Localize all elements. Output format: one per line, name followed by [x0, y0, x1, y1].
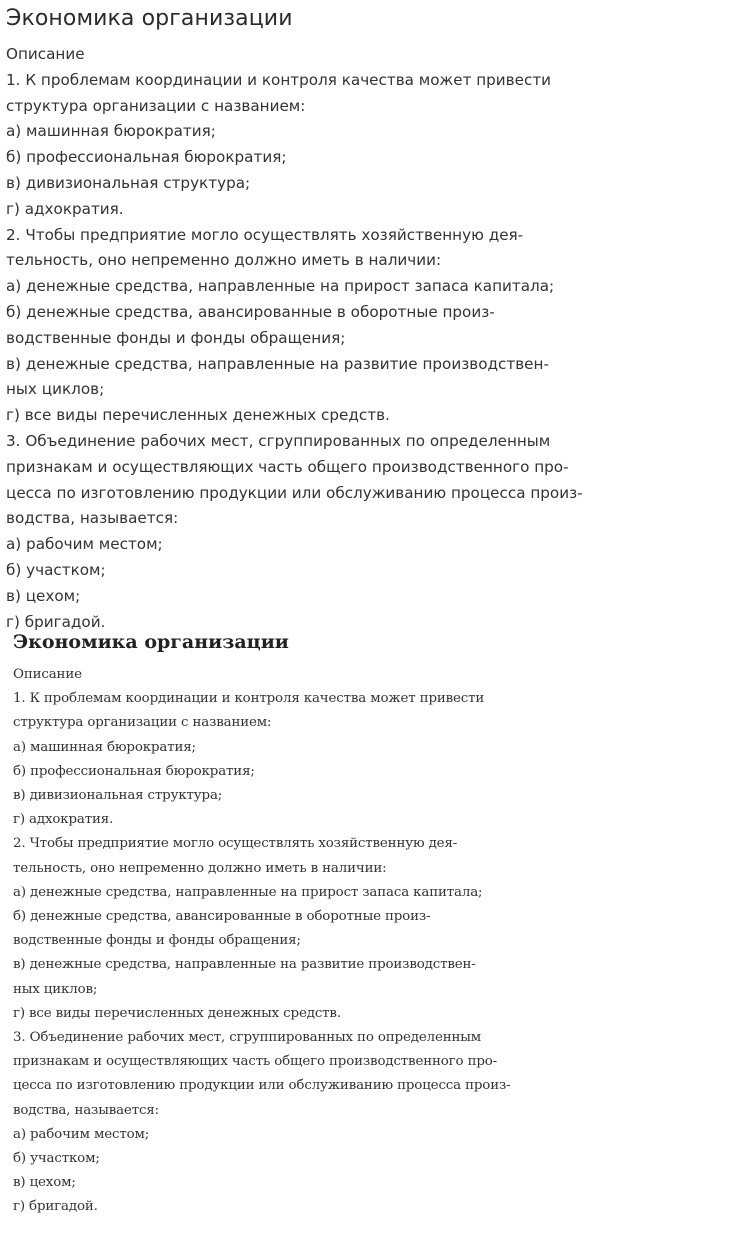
question-2-option-b-cont: водственные фонды и фонды обращения; [13, 933, 301, 949]
question-3-option-v: в) цехом; [6, 586, 81, 605]
question-1-option-b: б) профессиональная бюрократия; [6, 148, 287, 167]
question-1-option-g: г) адхократия. [13, 812, 114, 828]
document-serif-version [13, 628, 743, 1220]
question-1-text-cont: структура организации с названием: [6, 96, 306, 115]
question-2-option-v-cont: ных циклов; [13, 981, 98, 997]
question-2-option-b: б) денежные средства, авансированные в оборотные произ- [13, 909, 431, 925]
question-3-option-a: а) рабочим местом; [13, 1126, 150, 1142]
question-2-option-g: г) все виды перечисленных денежных средств. [13, 1005, 341, 1021]
question-3-text-cont-1: признакам и осуществляющих часть общего производственного про- [13, 1054, 498, 1070]
question-1-option-a: а) машинная бюрократия; [13, 739, 196, 755]
question-3-text-cont-1: признакам и осуществляющих часть общего производственного про- [6, 457, 569, 476]
question-3-text-cont-3: водства, называется: [13, 1102, 159, 1118]
question-2-option-a: а) денежные средства, направленные на прирост запаса капитала; [13, 884, 483, 900]
description-label: Описание [6, 45, 85, 63]
document-sans-version [6, 4, 746, 635]
question-1-option-v: в) дивизиональная структура; [6, 173, 251, 192]
question-2-text-cont: тельность, оно непременно должно иметь в наличии: [13, 860, 387, 876]
question-3-option-b: б) участком; [13, 1151, 100, 1167]
question-2-option-v: в) денежные средства, направленные на развитие производствен- [13, 957, 476, 973]
question-3-option-b: б) участком; [6, 560, 106, 579]
question-1-option-a: а) машинная бюрократия; [6, 122, 216, 141]
question-1-text: 1. К проблемам координации и контроля качества может привести [6, 70, 552, 89]
document-title: Экономика организации [13, 631, 289, 653]
question-2-text-cont: тельность, оно непременно должно иметь в наличии: [6, 251, 442, 270]
question-3-text-cont-3: водства, называется: [6, 509, 179, 528]
question-2-text: 2. Чтобы предприятие могло осуществлять хозяйственную дея- [6, 225, 524, 244]
question-2-option-a: а) денежные средства, направленные на прирост запаса капитала; [6, 277, 555, 296]
question-2-text: 2. Чтобы предприятие могло осуществлять хозяйственную дея- [13, 836, 458, 852]
question-3-text: 3. Объединение рабочих мест, сгруппированных по определенным [6, 431, 551, 450]
question-1-text: 1. К проблемам координации и контроля качества может привести [13, 691, 485, 707]
question-1-text-cont: структура организации с названием: [13, 715, 272, 731]
question-2-option-g: г) все виды перечисленных денежных средств. [6, 406, 390, 425]
question-3-text-cont-2: цесса по изготовлению продукции или обслуживанию процесса произ- [13, 1078, 511, 1094]
question-1-option-v: в) дивизиональная структура; [13, 788, 223, 804]
question-3-text-cont-2: цесса по изготовлению продукции или обслуживанию процесса произ- [6, 483, 583, 502]
document-title: Экономика организации [6, 6, 293, 31]
question-2-option-v-cont: ных циклов; [6, 380, 105, 399]
question-3-option-g: г) бригадой. [6, 612, 106, 631]
question-3-option-g: г) бригадой. [13, 1199, 98, 1215]
question-1-option-g: г) адхократия. [6, 199, 124, 218]
question-3-text: 3. Объединение рабочих мест, сгруппированных по определенным [13, 1030, 482, 1046]
question-3-option-a: а) рабочим местом; [6, 535, 163, 554]
question-3-option-v: в) цехом; [13, 1175, 76, 1191]
question-2-option-b: б) денежные средства, авансированные в оборотные произ- [6, 302, 495, 321]
description-label: Описание [13, 667, 82, 682]
question-2-option-b-cont: водственные фонды и фонды обращения; [6, 328, 346, 347]
question-1-option-b: б) профессиональная бюрократия; [13, 763, 255, 779]
question-2-option-v: в) денежные средства, направленные на развитие производствен- [6, 354, 549, 373]
